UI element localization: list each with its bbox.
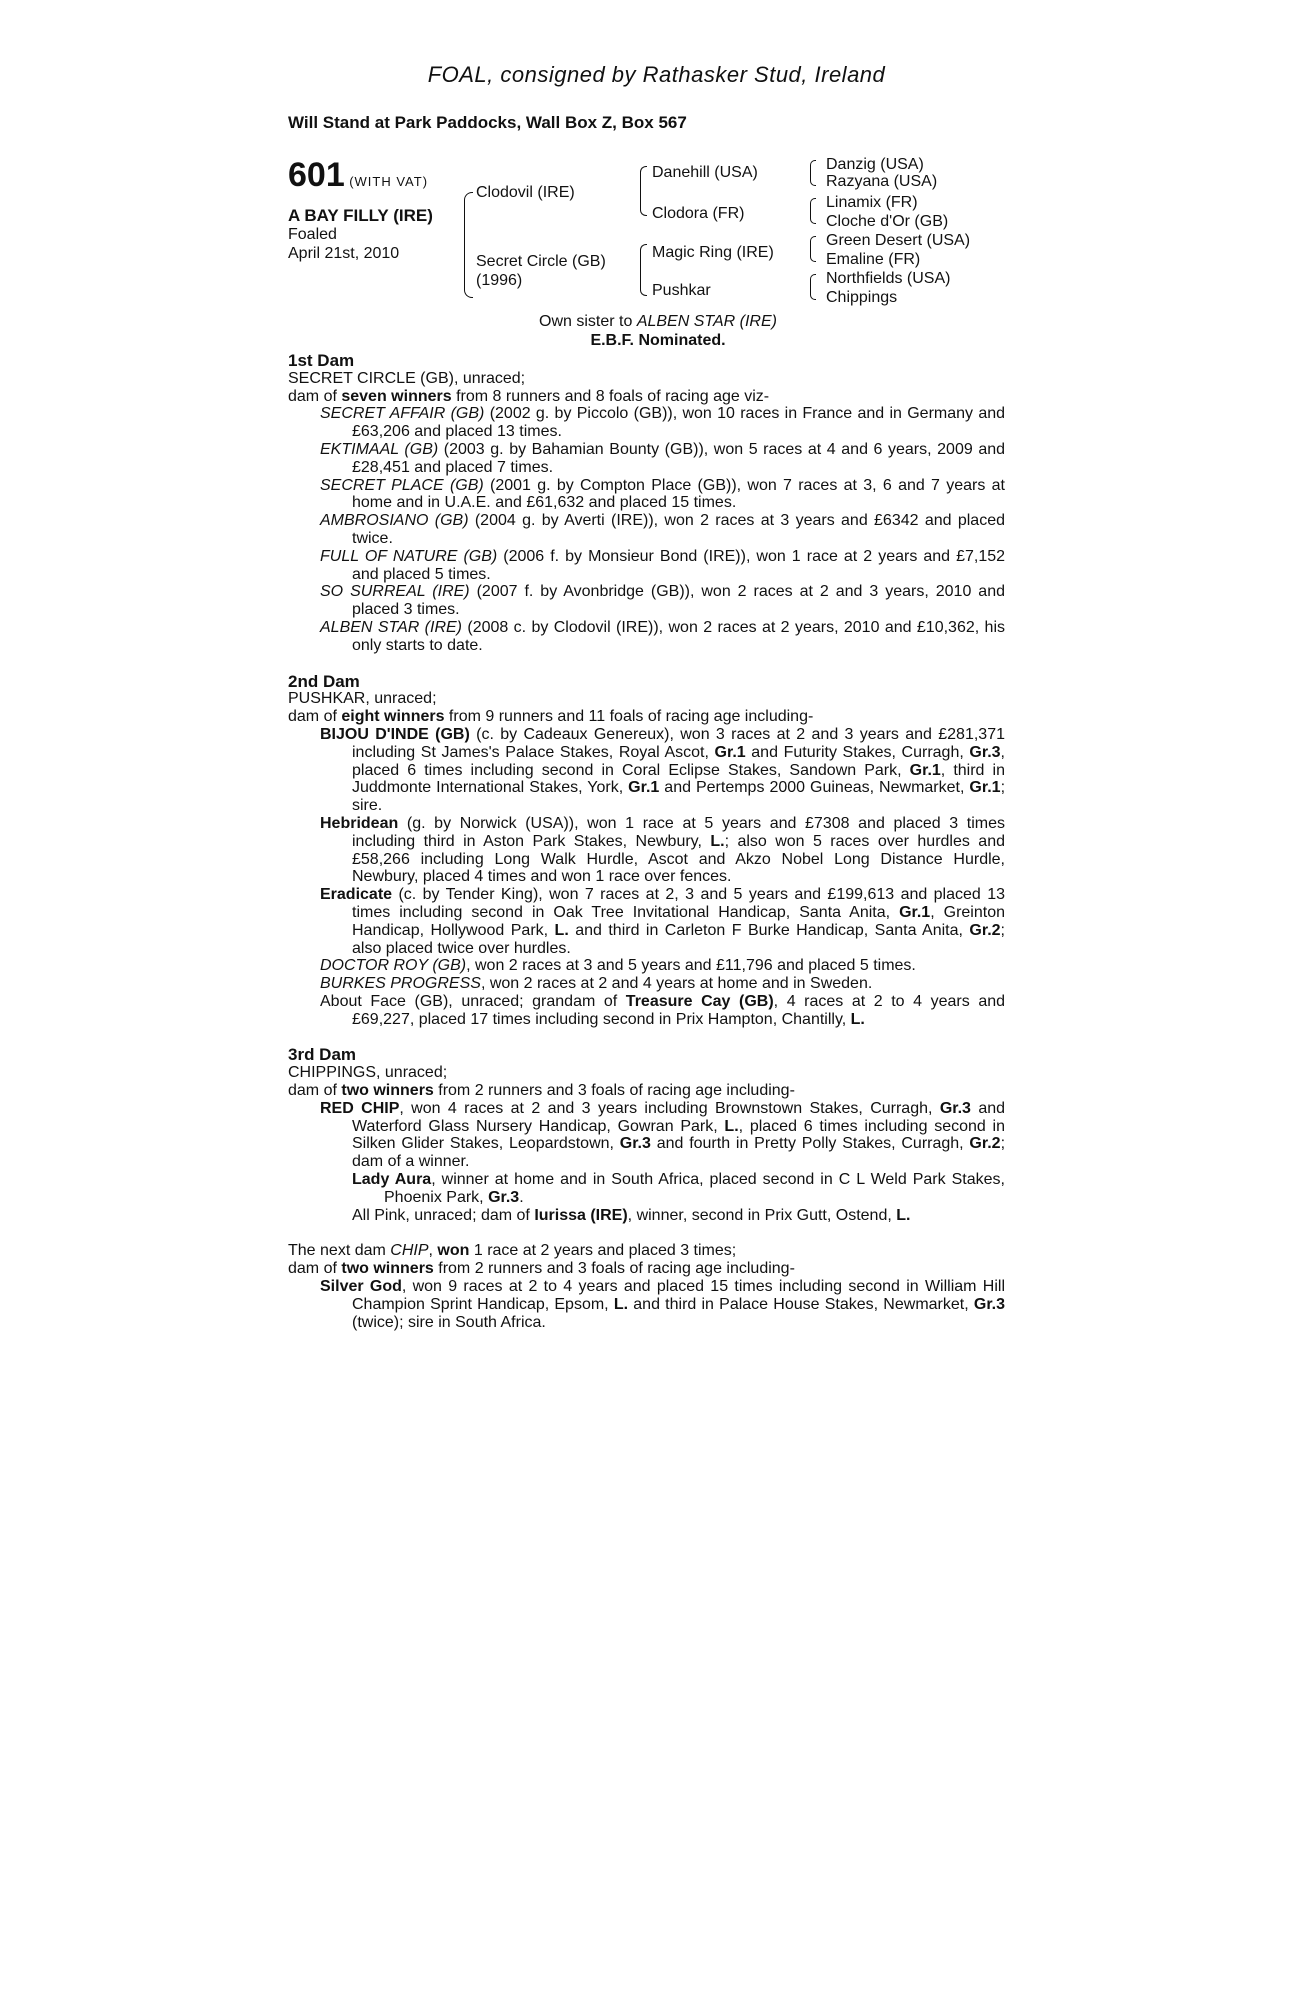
grade-label: L. (613, 1295, 629, 1313)
brace-g3 (810, 236, 816, 262)
progeny-entry-eradicate (320, 886, 1005, 957)
dam-of-prefix: dam of (288, 1082, 342, 1100)
progeny-name: Treasure Cay (GB) (625, 992, 774, 1010)
grade-label: Gr.1 (714, 743, 746, 761)
sire-dam: Clodora (FR) (652, 205, 745, 222)
dam-sire: Magic Ring (IRE) (652, 244, 774, 261)
gen3-cloche: Cloche d'Or (GB) (826, 213, 949, 230)
dam-of-prefix: dam of (288, 1260, 342, 1278)
section-gap (288, 655, 1005, 673)
red-chip-progeny (320, 1171, 1005, 1224)
next-dam-prefix: The next dam (288, 1242, 391, 1260)
own-sister-name: ALBEN STAR (IRE) (636, 313, 777, 330)
progeny-text: (2001 g. by Compton Place (GB)), won 7 races at 3, 6 and 7 years at home and in U.A.E. and £61,632 and placed 15 times. (352, 476, 1005, 512)
brace-sire-parents (640, 166, 647, 216)
progeny-entry (320, 405, 1005, 441)
gen3-northfields: Northfields (USA) (826, 270, 951, 287)
progeny-name: SO SURREAL (IRE) (320, 583, 470, 601)
progeny-name: AMBROSIANO (GB) (320, 512, 469, 530)
progeny-entry-burkes (320, 975, 1005, 993)
progeny-entry-lady-aura (352, 1171, 1005, 1207)
progeny-text: . (519, 1188, 524, 1206)
progeny-text: and Waterford Glass Nursery Handicap, Gowran Park, (352, 1099, 1006, 1135)
progeny-name: ALBEN STAR (IRE) (320, 618, 463, 636)
progeny-name: Iurissa (IRE) (534, 1206, 628, 1224)
progeny-text: , 4 races at 2 to 4 years and £69,227, placed 17 times including second in Prix Hampton, Chantilly, (352, 992, 1006, 1028)
progeny-text: (c. by Tender King), won 7 races at 2, 3 and 5 years and £199,613 and placed 13 times including second in Oak Tree Invitational Handicap, Santa Anita, (352, 886, 1005, 921)
progeny-name: Hebridean (320, 814, 399, 832)
dam-of-suffix: from 2 runners and 3 foals of racing age including- (433, 1082, 795, 1100)
progeny-text: (2003 g. by Bahamian Bounty (GB)), won 5 races at 4 and 6 years, 2009 and £28,451 and placed 7 times. (352, 440, 1006, 476)
progeny-text: , won 2 races at 3 and 5 years and £11,796 and placed 5 times. (466, 957, 916, 975)
foaled-date: April 21st, 2010 (288, 245, 400, 262)
grade-label: Gr.1 (899, 903, 931, 921)
progeny-text: , third in Juddmonte International Stakes, York, (352, 761, 1005, 797)
progeny-name: Eradicate (320, 886, 393, 904)
progeny-text: ; also won 5 races over hurdles and £58,266 including Long Walk Hurdle, Ascot and Akzo Nobel Long Distance Hurdle, Newbury, placed 4 times and won 1 race over fences. (352, 832, 1005, 886)
progeny-entry-hebridean (320, 815, 1005, 886)
grade-label: Gr.1 (628, 779, 660, 797)
third-dam-intro: CHIPPINGS, unraced; (288, 1064, 448, 1082)
next-dam-progeny (288, 1278, 1005, 1331)
ebf-note: E.B.F. Nominated. (590, 332, 726, 349)
next-dam-intro (288, 1242, 1005, 1260)
progeny-name: Silver God (320, 1278, 402, 1296)
progeny-name: Lady Aura (352, 1171, 432, 1189)
consignment-heading: FOAL, consigned by Rathasker Stud, Ireland (427, 62, 886, 87)
second-dam-progeny (288, 726, 1005, 1029)
brace-dam-parents (640, 244, 647, 296)
second-dam-dam-of (288, 708, 1005, 726)
progeny-text: ; also placed twice over hurdles. (352, 921, 1005, 957)
grade-label: L. (896, 1206, 911, 1224)
dam-of-prefix: dam of (288, 708, 342, 726)
grade-label: Gr.3 (488, 1188, 520, 1206)
progeny-name: SECRET AFFAIR (GB) (320, 405, 485, 423)
brace-g1 (810, 160, 816, 186)
grade-label: L. (710, 832, 725, 850)
first-dam-progeny (288, 405, 1005, 654)
progeny-entry-about-face (320, 993, 1005, 1029)
own-sister-prefix: Own sister to (539, 313, 637, 330)
brace-g2 (810, 198, 816, 224)
first-dam-heading: 1st Dam (288, 351, 355, 370)
dam-of-bold: two winners (341, 1082, 434, 1100)
progeny-entry (320, 512, 1005, 548)
progeny-text: About Face (GB), unraced; grandam of (320, 992, 626, 1010)
progeny-text: ; sire. (352, 779, 1006, 815)
next-dam-text: 1 race at 2 years and placed 3 times; (469, 1242, 737, 1260)
progeny-text: (twice); sire in South Africa. (352, 1313, 546, 1331)
progeny-text: , won 2 races at 2 and 4 years at home and in Sweden. (480, 975, 873, 993)
grade-label: Gr.2 (969, 1135, 1001, 1153)
brace-parents (464, 192, 473, 298)
grade-label: Gr.1 (969, 779, 1001, 797)
dam-of-bold: two winners (341, 1260, 434, 1278)
second-dam-intro: PUSHKAR, unraced; (288, 690, 437, 708)
brace-g4 (810, 274, 816, 300)
progeny-text: and Pertemps 2000 Guineas, Newmarket, (659, 779, 970, 797)
progeny-text: , won 4 races at 2 and 3 years including Brownstown Stakes, Curragh, (399, 1099, 940, 1117)
sire-sire: Danehill (USA) (652, 164, 758, 181)
foaled-label: Foaled (288, 226, 337, 243)
dam-year: (1996) (476, 272, 523, 289)
progeny-text: and third in Carleton F Burke Handicap, Santa Anita, (568, 921, 970, 939)
grade-label: Gr.3 (973, 1295, 1006, 1313)
progeny-text: and fourth in Pretty Polly Stakes, Curragh, (650, 1135, 970, 1153)
gen3-emaline: Emaline (FR) (826, 251, 921, 268)
grade-label: Gr.3 (619, 1135, 651, 1153)
grade-label: L. (554, 921, 569, 939)
dam-of-suffix: from 2 runners and 3 foals of racing age including- (433, 1260, 795, 1278)
dam-of-bold: seven winners (341, 387, 452, 405)
progeny-entry-silver-god (320, 1278, 1005, 1331)
grade-label: Gr.1 (909, 761, 941, 779)
own-sister-note (288, 313, 1028, 331)
progeny-text: , placed 6 times including second in Silken Glider Stakes, Leopardstown, (352, 1117, 1006, 1153)
dam-dam: Pushkar (652, 282, 711, 299)
progeny-text: , winner, second in Prix Gutt, Ostend, (627, 1206, 897, 1224)
progeny-text: ; dam of a winner. (352, 1135, 1006, 1171)
grade-label: Gr.3 (969, 743, 1001, 761)
dam-of-prefix: dam of (288, 387, 342, 405)
first-dam-intro: SECRET CIRCLE (GB), unraced; (288, 369, 526, 387)
first-dam-dam-of (288, 388, 1005, 406)
dam-of-suffix: from 8 runners and 8 foals of racing age viz- (451, 387, 770, 405)
sire: Clodovil (IRE) (476, 184, 575, 201)
third-dam-progeny (288, 1100, 1005, 1225)
stand-location: Will Stand at Park Paddocks, Wall Box Z, Box 567 (288, 113, 687, 132)
progeny-name: FULL OF NATURE (GB) (320, 547, 498, 565)
progeny-entry (320, 441, 1005, 477)
section-gap (288, 1028, 1005, 1046)
vat-note: (WITH VAT) (349, 174, 429, 189)
third-dam-dam-of (288, 1082, 1005, 1100)
dam-of-bold: eight winners (341, 708, 445, 726)
progeny-entry (320, 477, 1005, 513)
progeny-entry-doctor-roy (320, 957, 1005, 975)
progeny-name: BIJOU D'INDE (GB) (320, 725, 470, 743)
progeny-text: (c. by Cadeaux Genereux), won 3 races at 2 and 3 years and £281,371 including St James's Palace Stakes, Royal Ascot, (352, 725, 1005, 761)
produce-record (288, 352, 1005, 1331)
horse-name: A BAY FILLY (IRE) (288, 206, 433, 225)
gen3-green-desert: Green Desert (USA) (826, 232, 971, 249)
progeny-text: (2004 g. by Averti (IRE)), won 2 races at 3 years and £6342 and placed twice. (352, 512, 1005, 547)
progeny-name: SECRET PLACE (GB) (320, 476, 484, 494)
progeny-name: BURKES PROGRESS (320, 975, 481, 993)
grade-label: L. (850, 1010, 865, 1028)
grade-label: L. (724, 1117, 739, 1135)
grade-label: Gr.3 (939, 1099, 971, 1117)
lot-number: 601 (288, 156, 345, 194)
progeny-entry-bijou (320, 726, 1005, 815)
progeny-text: (2008 c. by Clodovil (IRE)), won 2 races at 2 years, 2010 and £10,362, his only starts to date. (352, 618, 1006, 654)
dam: Secret Circle (GB) (476, 253, 606, 270)
progeny-text: (2007 f. by Avonbridge (GB)), won 2 races at 2 and 3 years, 2010 and placed 3 times. (352, 583, 1006, 619)
next-dam-won: won (437, 1242, 470, 1260)
gen3-razyana: Razyana (USA) (826, 173, 938, 190)
progeny-text: (2006 f. by Monsieur Bond (IRE)), won 1 race at 2 years and £7,152 and placed 5 times. (352, 547, 1006, 583)
second-dam-heading: 2nd Dam (288, 671, 360, 691)
progeny-entry (320, 583, 1005, 619)
progeny-text: , winner at home and in South Africa, placed second in C L Weld Park Stakes, Phoenix Park, (384, 1171, 1005, 1206)
next-dam-dam-of (288, 1260, 1005, 1278)
progeny-entry-all-pink (352, 1207, 1005, 1225)
section-gap (288, 1224, 1005, 1242)
progeny-entry (320, 619, 1005, 655)
progeny-entry-red-chip (320, 1100, 1005, 1171)
progeny-text: (g. by Norwick (USA)), won 1 race at 5 years and £7308 and placed 3 times including third in Aston Park Stakes, Newbury, (352, 814, 1005, 850)
progeny-name: RED CHIP (320, 1099, 400, 1117)
progeny-text: , won 9 races at 2 to 4 years and placed 15 times including second in William Hill Champion Sprint Handicap, Epsom, (352, 1278, 1005, 1313)
progeny-name: DOCTOR ROY (GB) (320, 957, 467, 975)
third-dam-heading: 3rd Dam (288, 1045, 357, 1065)
next-dam-text: , (428, 1242, 438, 1260)
gen3-linamix: Linamix (FR) (826, 194, 918, 211)
progeny-text: and Futurity Stakes, Curragh, (745, 743, 970, 761)
lot-number-line (288, 156, 428, 195)
next-dam-name: CHIP (390, 1242, 429, 1260)
gen3-danzig: Danzig (USA) (826, 156, 924, 173)
progeny-name: EKTIMAAL (GB) (320, 440, 439, 458)
progeny-entry (320, 548, 1005, 584)
dam-of-suffix: from 9 runners and 11 foals of racing age including- (444, 708, 814, 726)
pedigree-block (288, 150, 1028, 350)
progeny-text: and third in Palace House Stakes, Newmarket, (628, 1295, 974, 1313)
grade-label: Gr.2 (969, 921, 1001, 939)
progeny-text: , placed 6 times including second in Coral Eclipse Stakes, Sandown Park, (352, 743, 1005, 779)
progeny-text: All Pink, unraced; dam of (352, 1206, 535, 1224)
progeny-text: , Greinton Handicap, Hollywood Park, (352, 903, 1006, 939)
gen3-chippings: Chippings (826, 289, 898, 306)
progeny-text: (2002 g. by Piccolo (GB)), won 10 races in France and in Germany and £63,206 and placed 13 times. (352, 405, 1006, 441)
